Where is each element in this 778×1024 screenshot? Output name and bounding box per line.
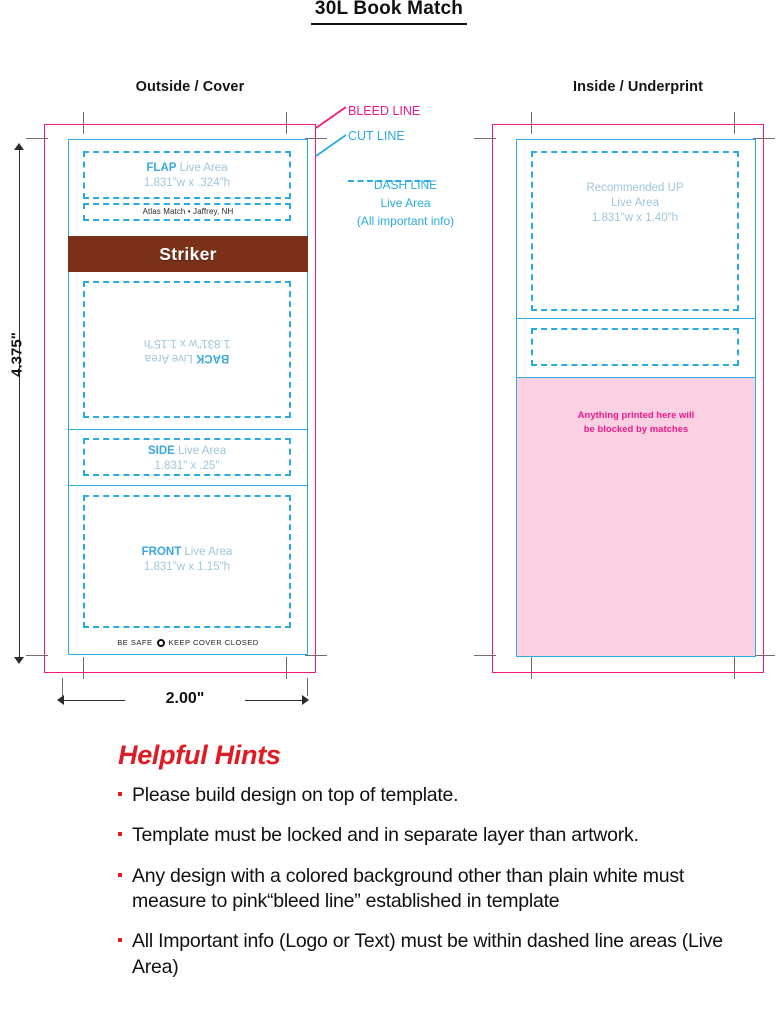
- legend-bleed-line-label: BLEED LINE: [348, 104, 421, 118]
- height-arrow-bottom: [14, 657, 24, 664]
- flap-live-area-label: FLAP Live Area 1.831"w x .324"h: [143, 162, 231, 189]
- bullet-icon: [118, 873, 122, 877]
- bullet-icon: [118, 832, 122, 836]
- width-extension-tick: [307, 678, 308, 696]
- recommended-up-label: Recommended UP Live Area 1.831"w x 1.40"h: [586, 182, 684, 224]
- back-live-area-label: BACK Live Area 1.831"w x 1.15"h: [143, 336, 231, 364]
- circle-icon: [157, 639, 165, 647]
- striker-label: Striker: [159, 243, 217, 264]
- outside-panel-header: Outside / Cover: [135, 79, 245, 95]
- legend-dash-title: DASH LINE: [373, 178, 438, 192]
- recommended-up-live-area: [531, 151, 739, 311]
- safety-notice: [69, 638, 307, 647]
- width-arrow-right: [302, 695, 309, 705]
- section-divider: [68, 429, 308, 430]
- helpful-hints-section: [118, 740, 758, 995]
- inside-cut-line: [516, 139, 756, 655]
- hint-item: [118, 823, 758, 848]
- width-extension-tick: [62, 678, 63, 696]
- height-dimension-line: [19, 148, 20, 660]
- bullet-icon: [118, 792, 122, 796]
- front-live-area: [83, 495, 291, 628]
- hint-text: All Important info (Logo or Text) must be within dashed line areas (Live Area): [132, 930, 723, 978]
- hint-text: Please build design on top of template.: [132, 784, 459, 806]
- hint-text: Any design with a colored background other than plain white must measure to pink“bleed line” established in template: [132, 864, 685, 913]
- legend-dash-line2: Live Area: [380, 196, 431, 210]
- hint-item: [118, 783, 758, 808]
- back-live-area: [83, 281, 291, 418]
- width-dimension-label: 2.00": [125, 690, 245, 708]
- bullet-icon: [118, 938, 122, 942]
- safety-suffix: KEEP COVER CLOSED: [168, 638, 259, 647]
- flap-live-area: [83, 151, 291, 199]
- legend-dash-line-block: [318, 176, 493, 230]
- striker-band: [68, 236, 308, 272]
- blocked-by-matches-label: Anything printed here will be blocked by matches: [577, 410, 695, 435]
- hint-text: Template must be locked and in separate layer than artwork.: [132, 824, 639, 847]
- blocked-by-matches-region: [516, 377, 756, 657]
- side-live-area: [83, 438, 291, 476]
- section-divider: [68, 485, 308, 486]
- page-title: [0, 0, 778, 25]
- side-live-area-label: SIDE Live Area 1.831" x .25": [148, 445, 226, 472]
- imprint-label: Atlas Match • Jaffrey, NH: [142, 207, 234, 216]
- helpful-hints-title: Helpful Hints: [118, 740, 281, 770]
- outside-cut-line: [68, 139, 308, 655]
- inside-panel-header: Inside / Underprint: [573, 79, 703, 95]
- height-dimension-label: 4.375": [8, 332, 26, 377]
- legend-dash-line3: (All important info): [356, 214, 455, 228]
- page-title-text: 30L Book Match: [311, 0, 467, 25]
- legend-cut-line-label: CUT LINE: [348, 129, 405, 143]
- section-divider: [516, 318, 756, 319]
- inside-strip-live-area: [531, 328, 739, 366]
- hint-item: [118, 929, 758, 980]
- hint-item: [118, 864, 758, 915]
- safety-prefix: BE SAFE: [117, 638, 153, 647]
- front-live-area-label: FRONT Live Area 1.831"w x 1.15"h: [141, 546, 233, 573]
